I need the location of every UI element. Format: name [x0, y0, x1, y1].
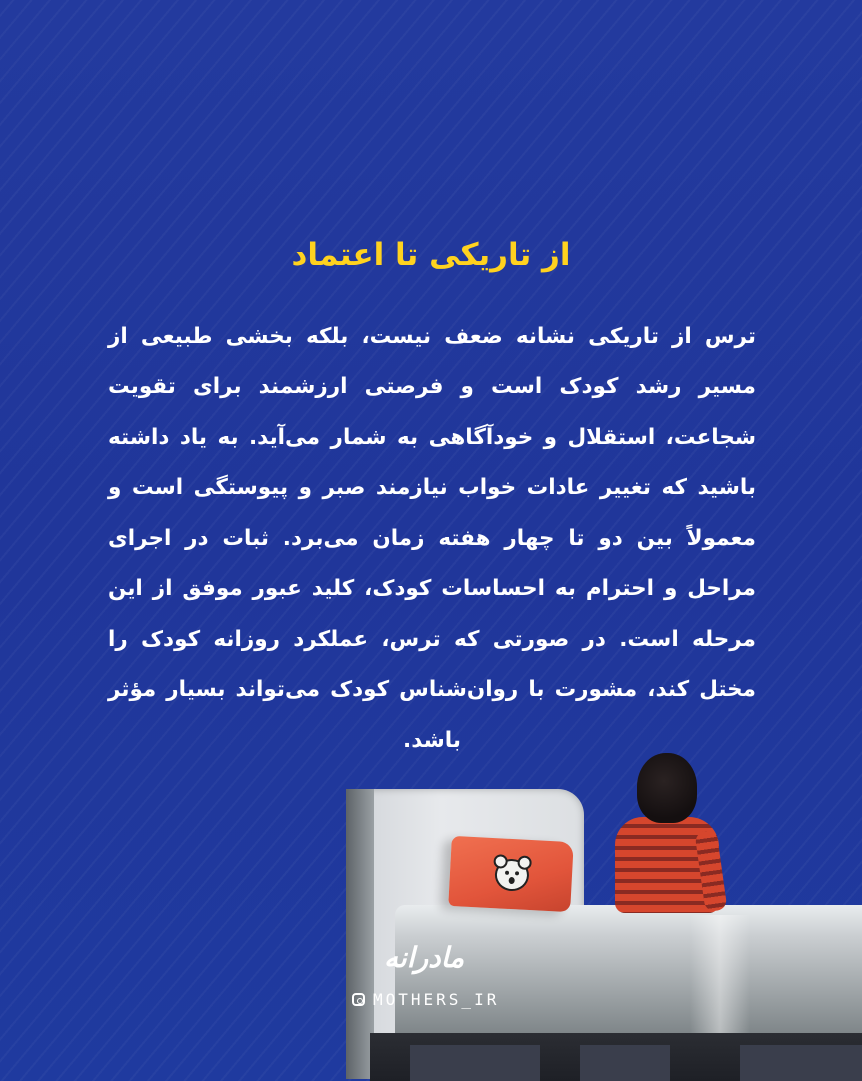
bear-nose	[508, 877, 514, 884]
bear-eye	[515, 871, 519, 875]
bed-panel	[580, 1045, 670, 1081]
mattress	[395, 905, 862, 1033]
instagram-icon	[352, 993, 365, 1006]
bear-eye	[505, 871, 509, 875]
bear-face-icon	[494, 858, 530, 892]
instagram-handle[interactable]	[352, 990, 499, 1009]
bed-panel	[740, 1045, 862, 1081]
post-body: ترس از تاریکی نشانه ضعف نیست، بلکه بخشی طبیعی از مسیر رشد کودک است و فرصتی ارزشمند برای تقویت شجاعت، استقلال و خودآگاهی به شمار می‌آید. به یاد داشته باشید که تغییر عادات خواب نیازمند صبر و پیوستگی است و معمولاً بین دو تا چهار هفته زمان می‌برد. ثبات در اجرای مراحل و احترام به احساسات کودک، کلید عبور موفق از این مرحله است. در صورتی که ترس، عملکرد روزانه کودک را مختل کند، مشورت با روان‌شناس کودک می‌تواند بسیار مؤثر باشد.	[108, 323, 756, 753]
bear-ear	[493, 854, 508, 869]
bear-ear	[517, 855, 532, 870]
pillow	[448, 836, 573, 912]
handle-text: MOTHERS_IR	[373, 990, 500, 1009]
brand-logo: مادرانه	[384, 941, 465, 974]
bed-panel	[410, 1045, 540, 1081]
bed-illustration	[340, 745, 862, 1081]
mattress-fold	[690, 915, 750, 1033]
child-head	[637, 753, 697, 823]
post-title: از تاریکی تا اعتماد	[291, 236, 571, 273]
